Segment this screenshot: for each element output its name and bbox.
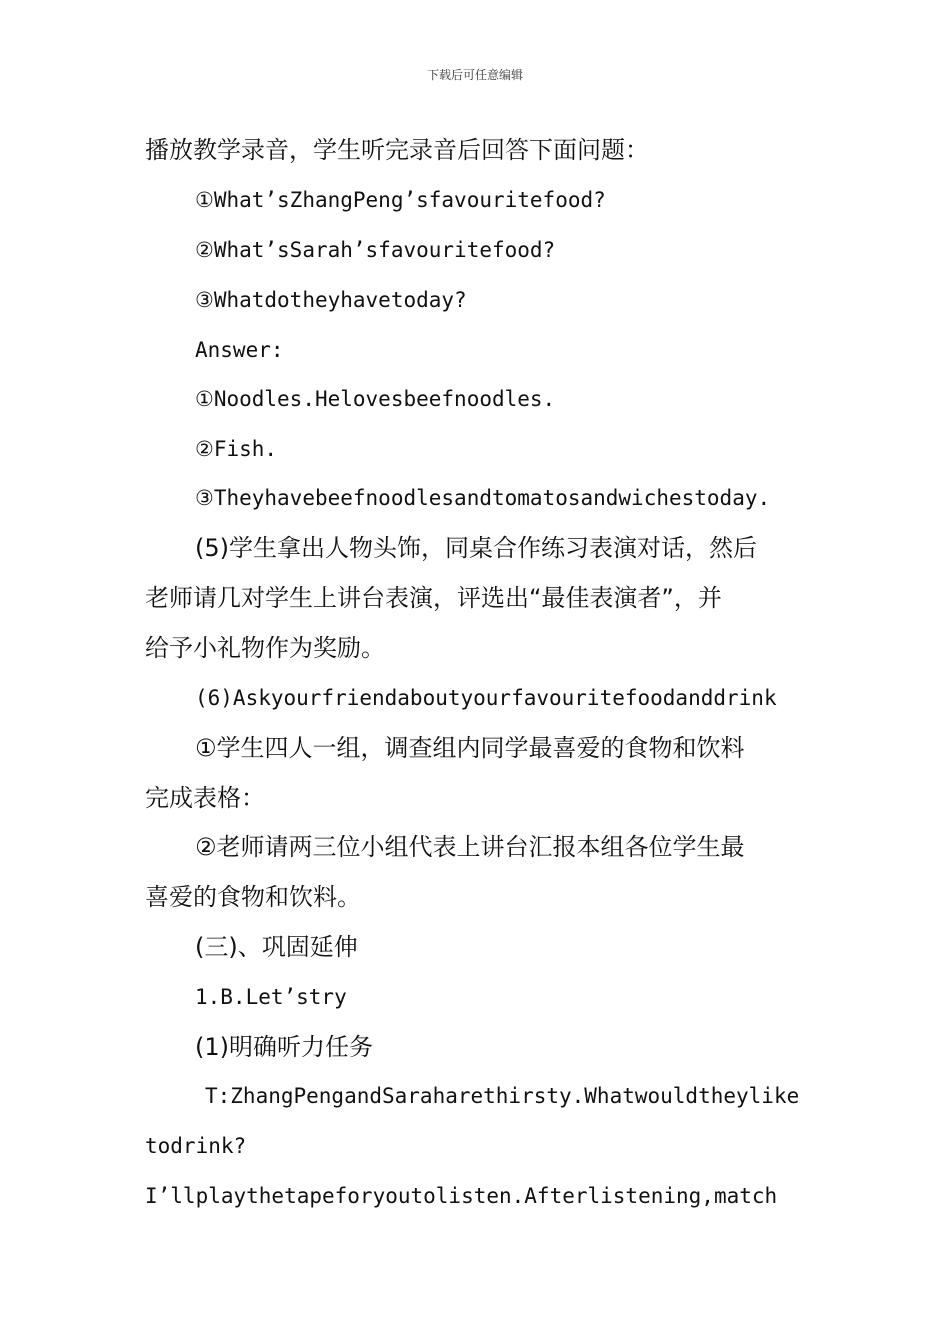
section-3-heading: (三)、巩固延伸 — [195, 933, 358, 961]
page-header: 下载后可任意编辑 — [426, 68, 523, 82]
question-2: ②What’sSarah’sfavouritefood? — [195, 238, 556, 262]
answer-2: ②Fish. — [195, 437, 278, 461]
step-6-item-2b: 喜爱的食物和饮料。 — [145, 883, 361, 911]
step-6-item-2a: ②老师请两三位小组代表上讲台汇报本组各位学生最 — [195, 833, 745, 861]
listening-task: (1)明确听力任务 — [195, 1033, 373, 1061]
teacher-line-2: todrink? — [145, 1134, 247, 1158]
answer-3: ③Theyhavebeefnoodlesandtomatosandwichestoday. — [195, 486, 771, 510]
step-5-line-3: 给予小礼物作为奖励。 — [145, 634, 385, 662]
teacher-line-1: T:ZhangPengandSaraharethirsty.Whatwouldtheylike — [205, 1084, 800, 1108]
step-6-item-1a: ①学生四人一组，调查组内同学最喜爱的食物和饮料 — [195, 734, 745, 762]
answer-label: Answer: — [195, 338, 284, 362]
section-1b-title: 1.B.Let’stry — [195, 985, 347, 1009]
question-1: ①What’sZhangPeng’sfavouritefood? — [195, 188, 606, 212]
question-3: ③Whatdotheyhavetoday? — [195, 288, 467, 312]
step-5-line-2: 老师请几对学生上讲台表演，评选出“最佳表演者”，并 — [145, 584, 722, 612]
instruction-line: 播放教学录音，学生听完录音后回答下面问题： — [145, 136, 649, 164]
step-5-line-1: (5)学生拿出人物头饰，同桌合作练习表演对话，然后 — [195, 534, 757, 562]
step-6-item-1b: 完成表格： — [145, 784, 265, 812]
answer-1: ①Noodles.Helovesbeefnoodles. — [195, 387, 556, 411]
teacher-line-3: I’llplaythetapeforyoutolisten.Afterlistening,match — [145, 1184, 778, 1208]
step-6-heading: (6)Askyourfriendaboutyourfavouritefoodanddrink — [195, 686, 777, 710]
